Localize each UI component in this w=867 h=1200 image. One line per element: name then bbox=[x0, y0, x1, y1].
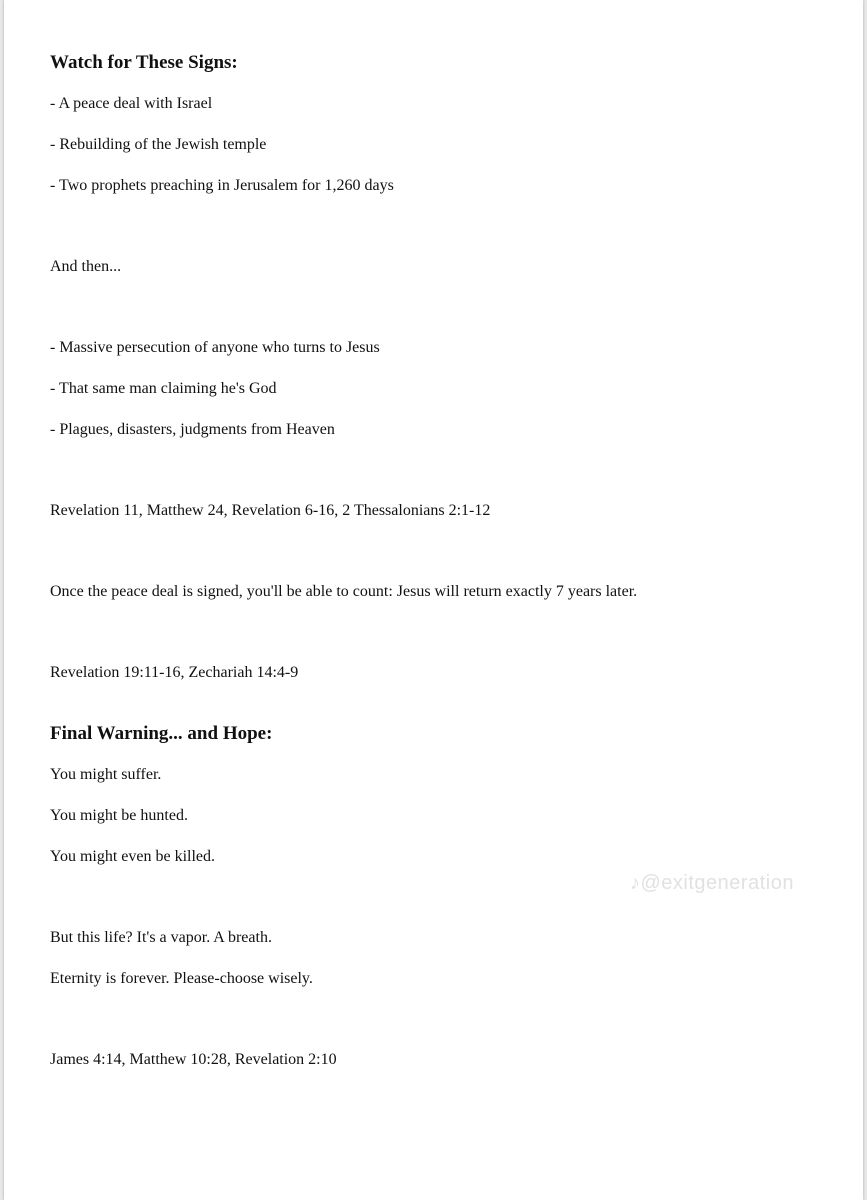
warning-line: You might suffer. bbox=[50, 766, 162, 783]
watermark bbox=[630, 872, 794, 895]
tiktok-icon: ♪ bbox=[630, 872, 641, 894]
list-item: - Massive persecution of anyone who turns to Jesus bbox=[50, 339, 380, 356]
document-page bbox=[4, 0, 863, 1200]
warning-line: You might even be killed. bbox=[50, 848, 216, 865]
list-item: - A peace deal with Israel bbox=[50, 95, 213, 112]
list-item: - Plagues, disasters, judgments from Heaven bbox=[50, 421, 335, 438]
closing-line: Eternity is forever. Please-choose wisely. bbox=[50, 970, 313, 987]
warning-line: You might be hunted. bbox=[50, 807, 188, 824]
list-item: - Two prophets preaching in Jerusalem for 1,260 days bbox=[50, 177, 394, 194]
list-item: - That same man claiming he's God bbox=[50, 380, 277, 397]
section-heading-signs: Watch for These Signs: bbox=[50, 52, 238, 73]
count-statement: Once the peace deal is signed, you'll be able to count: Jesus will return exactly 7 years later. bbox=[50, 583, 638, 600]
scripture-reference: Revelation 11, Matthew 24, Revelation 6-16, 2 Thessalonians 2:1-12 bbox=[50, 502, 491, 519]
transition-text: And then... bbox=[50, 258, 122, 275]
watermark-handle: @exitgeneration bbox=[640, 872, 794, 894]
scripture-reference: James 4:14, Matthew 10:28, Revelation 2:10 bbox=[50, 1051, 337, 1068]
scripture-reference: Revelation 19:11-16, Zechariah 14:4-9 bbox=[50, 664, 299, 681]
closing-line: But this life? It's a vapor. A breath. bbox=[50, 929, 272, 946]
list-item: - Rebuilding of the Jewish temple bbox=[50, 136, 267, 153]
section-heading-final-warning: Final Warning... and Hope: bbox=[50, 723, 273, 744]
